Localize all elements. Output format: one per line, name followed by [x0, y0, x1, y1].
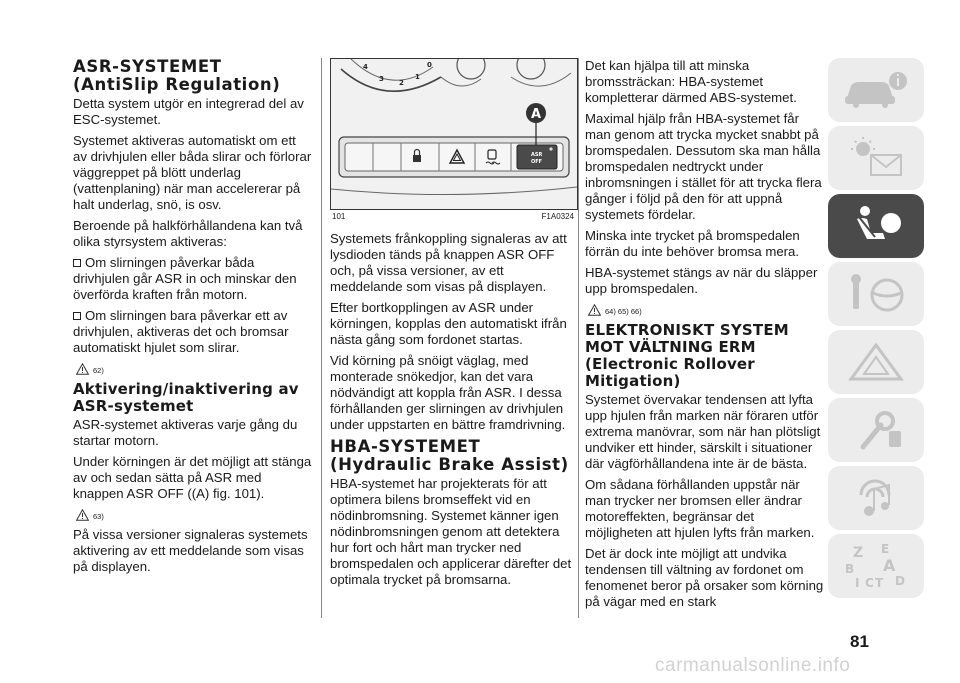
- watermark: carmanualsonline.info: [655, 655, 851, 676]
- paragraph: Minska inte trycket på bromspedalen förrän du inte behöver bromsa mera.: [585, 228, 800, 259]
- paragraph: Detta system utgör en integrerad del av ESC-systemet.: [73, 96, 304, 127]
- bullet-text: Om slirningen bara påverkar ett av drivhjulen, aktiveras det och bromsar automatiskt hjulet som slirar.: [73, 308, 289, 355]
- paragraph: Systemet aktiveras automatiskt om ett av drivhjulen eller båda slirar och förlorar väggreppet på blött underlag (vattenplaning) när man accelererar på halt underlag, snö, is osv.: [73, 133, 312, 212]
- tab-starting-driving[interactable]: [828, 262, 924, 326]
- warning-triangle-icon: [588, 304, 601, 316]
- heading-activation: Aktivering/inaktivering av ASR-systemet: [73, 380, 299, 415]
- index-letter: E: [881, 542, 890, 556]
- svg-text:4: 4: [363, 63, 368, 71]
- paragraph: Systemet övervakar tendensen att lyfta upp hjulen från marken när föraren utför extrema manövrar, som när han plötsligt undviker ett hinder, särskilt i situationer där vägförhållandena inte är de bästa.: [585, 392, 821, 471]
- svg-text:3: 3: [379, 75, 384, 83]
- svg-text:1: 1: [415, 73, 420, 81]
- paragraph: Det är dock inte möjligt att undvika tendensen till vältning av fordonet om fenomenet beror på orsaker som körning på vägar med en stark: [585, 546, 824, 609]
- warning-reference: [588, 302, 825, 316]
- index-letter: B: [845, 562, 855, 576]
- index-letter: I: [855, 576, 860, 590]
- paragraph: Vid körning på snöigt väglag, med monterade snökedjor, kan det vara nödvändigt att koppla från ASR. I dessa förhållanden ger slirningen av drivhjulen under uppstarten en bättre framdrivning.: [330, 353, 566, 432]
- warning-triangle-icon: [76, 363, 89, 375]
- svg-text:0: 0: [427, 61, 432, 69]
- paragraph: Maximal hjälp från HBA-systemet får man genom att trycka mycket snabbt på bromspedalen. Dessutom ska man hålla bromspedalen nedtryckt under inbromsningen i stället för att trycka flera gånger i följd på den för att uppnå systemets fördelar.: [585, 111, 822, 222]
- warning-ref-text: 63): [93, 512, 104, 521]
- maintenance-icon: [841, 407, 911, 453]
- paragraph: ASR-systemet aktiveras varje gång du startar motorn.: [73, 417, 298, 448]
- chapter-tabs: [828, 58, 924, 602]
- index-icon: [841, 541, 911, 591]
- figure-code: F1A0324: [541, 212, 574, 221]
- column-1: [73, 58, 313, 580]
- svg-text:2: 2: [399, 79, 404, 87]
- page-number: 81: [850, 632, 869, 651]
- emergency-icon: [841, 339, 911, 385]
- index-letter: C: [865, 576, 874, 590]
- bullet-item: [73, 255, 313, 303]
- heading-erm: ELEKTRONISKT SYSTEM MOT VÄLTNING ERM (Electronic Rollover Mitigation): [585, 321, 789, 390]
- heading-asr: ASR-SYSTEMET (AntiSlip Regulation): [73, 57, 281, 94]
- figure-number: 101: [332, 212, 346, 221]
- warning-reference: [76, 507, 313, 521]
- warning-triangle-icon: [76, 509, 89, 521]
- warning-reference: [76, 361, 313, 375]
- index-letter: Z: [853, 545, 864, 561]
- paragraph: Systemets frånkoppling signaleras av att lysdioden tänds på knappen ASR OFF och, på vissa versioner, av ett meddelande som visas på displayen.: [330, 231, 567, 294]
- bullet-square-icon: [73, 259, 81, 267]
- warning-ref-text: 64) 65) 66): [605, 307, 642, 316]
- figure-caption: [332, 212, 574, 221]
- column-3: [585, 58, 825, 615]
- paragraph: Om sådana förhållanden uppstår när man trycker ner bromsen eller ändrar motoreffekten, begränsar det möjligheten att hjulen lyfts från marken.: [585, 477, 815, 540]
- column-2: [330, 58, 576, 593]
- tab-safety[interactable]: [828, 194, 924, 258]
- bullet-item: [73, 308, 313, 356]
- tab-index[interactable]: [828, 534, 924, 598]
- svg-text:A: A: [531, 107, 542, 122]
- warning-ref-text: 62): [93, 366, 104, 375]
- car-info-icon: [841, 70, 911, 110]
- paragraph: HBA-systemet har projekterats för att optimera bilens bromseffekt vid en nödinbromsning. Systemet känner igen nödinbromsningen genom att detektera hur fort och hårt man trycker ned bromspedalen och applicerar därefter det optimala trycket på bromsarna.: [330, 476, 572, 587]
- index-letter: T: [875, 576, 884, 590]
- tab-maintenance[interactable]: [828, 398, 924, 462]
- paragraph: Beroende på halkförhållandena kan två olika styrsystem aktiveras:: [73, 218, 303, 249]
- bullet-square-icon: [73, 312, 81, 320]
- steering-key-icon: [841, 271, 911, 317]
- tab-multimedia[interactable]: [828, 466, 924, 530]
- bullet-text: Om slirningen påverkar båda drivhjulen går ASR in och minskar den överförda kraften från motorn.: [73, 255, 297, 302]
- dashboard-illustration: [331, 59, 577, 209]
- multimedia-icon: [841, 475, 911, 521]
- tab-warning-lights[interactable]: [828, 126, 924, 190]
- tab-emergency[interactable]: [828, 330, 924, 394]
- column-divider: [578, 58, 579, 618]
- warning-lights-icon: [841, 135, 911, 181]
- paragraph: Det kan hjälpa till att minska bromssträckan: HBA-systemet kompletterar därmed ABS-systemet.: [585, 58, 797, 105]
- seat-safety-icon: [841, 203, 911, 249]
- tab-car-info[interactable]: [828, 58, 924, 122]
- column-divider: [321, 58, 322, 618]
- figure-dashboard-buttons: [330, 58, 578, 210]
- index-letter: A: [883, 556, 896, 575]
- svg-text:OFF: OFF: [531, 159, 543, 165]
- paragraph: Under körningen är det möjligt att stänga av och sedan sätta på ASR med knappen ASR OFF ((A) fig. 101).: [73, 454, 312, 501]
- heading-hba: HBA-SYSTEMET (Hydraulic Brake Assist): [330, 437, 569, 474]
- paragraph: Efter bortkopplingen av ASR under körningen, kopplas den automatiskt ifrån nästa gång som fordonet startas.: [330, 300, 567, 347]
- svg-text:ASR: ASR: [531, 152, 543, 158]
- paragraph: På vissa versioner signaleras systemets aktivering av ett meddelande som visas på displayen.: [73, 527, 308, 574]
- paragraph: HBA-systemet stängs av när du släpper upp bromspedalen.: [585, 265, 818, 296]
- index-letter: D: [895, 574, 905, 588]
